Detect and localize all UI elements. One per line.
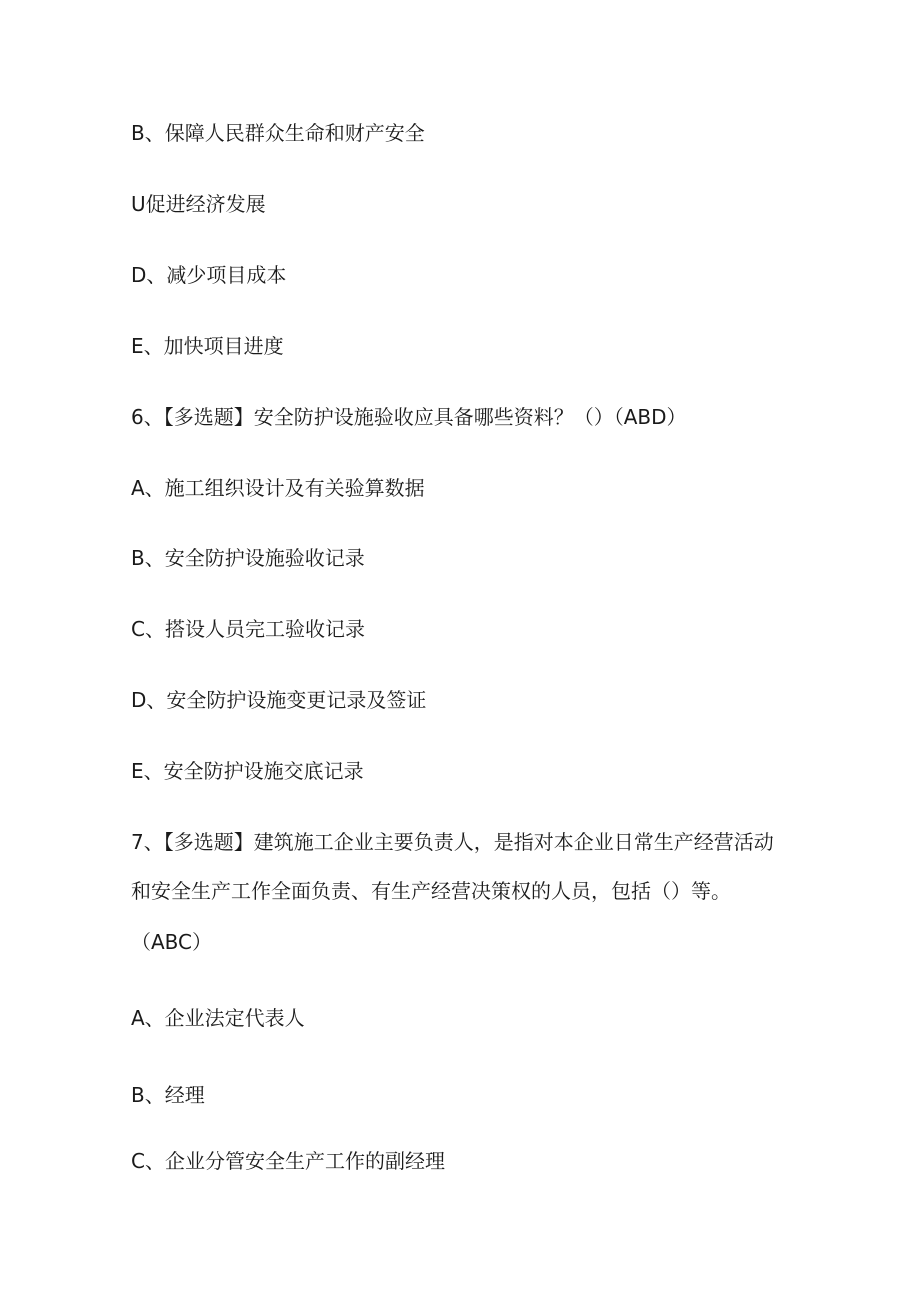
- question-7-answer: （ABC）: [131, 930, 213, 954]
- option-7b: B、经理: [131, 1083, 205, 1107]
- option-6b: B、安全防护设施验收记录: [131, 546, 365, 570]
- question-7-line-2: 和安全生产工作全面负责、有生产经营决策权的人员，包括（）等。: [131, 879, 731, 903]
- option-5d: D、减少项目成本: [131, 263, 287, 287]
- option-7c: C、企业分管安全生产工作的副经理: [131, 1149, 445, 1173]
- option-5c: U促进经济发展: [131, 192, 266, 216]
- option-6c: C、搭设人员完工验收记录: [131, 617, 365, 641]
- question-7-line-1: 7、【多选题】建筑施工企业主要负责人，是指对本企业日常生产经营活动: [131, 830, 774, 854]
- option-6d: D、安全防护设施变更记录及签证: [131, 688, 427, 712]
- option-6a: A、施工组织设计及有关验算数据: [131, 476, 425, 500]
- option-5e: E、加快项目进度: [131, 334, 284, 358]
- question-6: 6、【多选题】安全防护设施验收应具备哪些资料？（）（ABD）: [131, 405, 687, 429]
- option-6e: E、安全防护设施交底记录: [131, 759, 364, 783]
- option-7a: A、企业法定代表人: [131, 1006, 305, 1030]
- option-5b: B、保障人民群众生命和财产安全: [131, 121, 425, 145]
